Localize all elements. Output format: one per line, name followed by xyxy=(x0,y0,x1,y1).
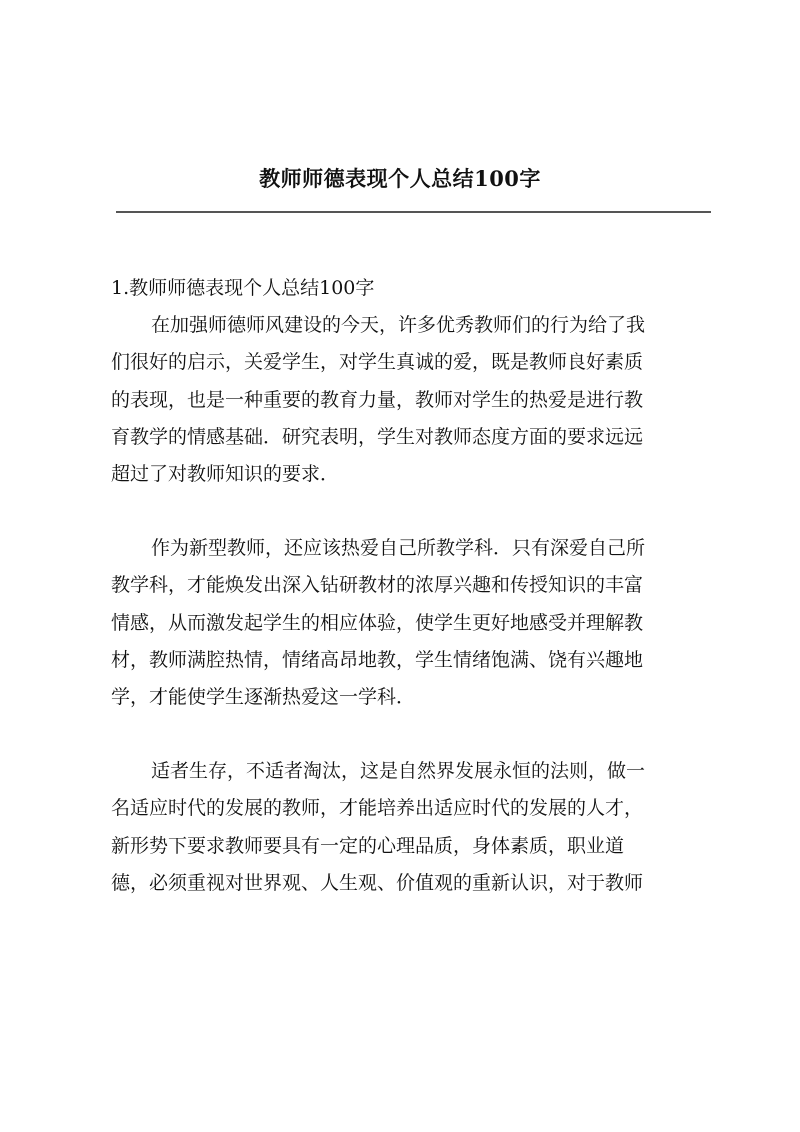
paragraph-1 xyxy=(111,307,715,493)
paragraph-line: 适者生存，不适者淘汰，这是自然界发展永恒的法则，做一 xyxy=(151,760,646,783)
paragraph-line: 情感，从而激发起学生的相应体验，使学生更好地感受并理解教 xyxy=(111,611,644,634)
paragraph-line: 学，才能使学生逐渐热爱这一学科． xyxy=(111,686,416,709)
paragraph-line: 的表现，也是一种重要的教育力量，教师对学生的热爱是进行教 xyxy=(111,388,644,411)
paragraph-3 xyxy=(111,753,715,902)
paragraph-line: 作为新型教师，还应该热爱自己所教学科．只有深爱自己所 xyxy=(151,537,646,560)
paragraph-line: 在加强师德师风建设的今天，许多优秀教师们的行为给了我 xyxy=(151,314,646,337)
document-body xyxy=(111,270,715,902)
paragraph-line: 名适应时代的发展的教师，才能培养出适应时代的发展的人才， xyxy=(111,797,644,820)
paragraph-spacer xyxy=(111,493,715,530)
document-title: 教师师德表现个人总结100字 xyxy=(259,166,541,191)
paragraph-line: 育教学的情感基础．研究表明，学生对教师态度方面的要求远远 xyxy=(111,425,644,448)
paragraph-line: 们很好的启示，关爱学生，对学生真诚的爱，既是教师良好素质 xyxy=(111,351,644,374)
title-divider xyxy=(116,211,711,213)
paragraph-line: 教学科，才能焕发出深入钻研教材的浓厚兴趣和传授知识的丰富 xyxy=(111,574,644,597)
section-heading: 1.教师师德表现个人总结100字 xyxy=(111,277,375,299)
paragraph-spacer xyxy=(111,716,715,753)
paragraph-line: 德，必须重视对世界观、人生观、价值观的重新认识，对于教师 xyxy=(111,871,644,894)
paragraph-line: 新形势下要求教师要具有一定的心理品质，身体素质，职业道 xyxy=(111,834,625,857)
paragraph-2 xyxy=(111,530,715,716)
paragraph-line: 材，教师满腔热情，情绪高昂地教，学生情绪饱满、饶有兴趣地 xyxy=(111,648,644,671)
paragraph-line: 超过了对教师知识的要求． xyxy=(111,463,340,486)
